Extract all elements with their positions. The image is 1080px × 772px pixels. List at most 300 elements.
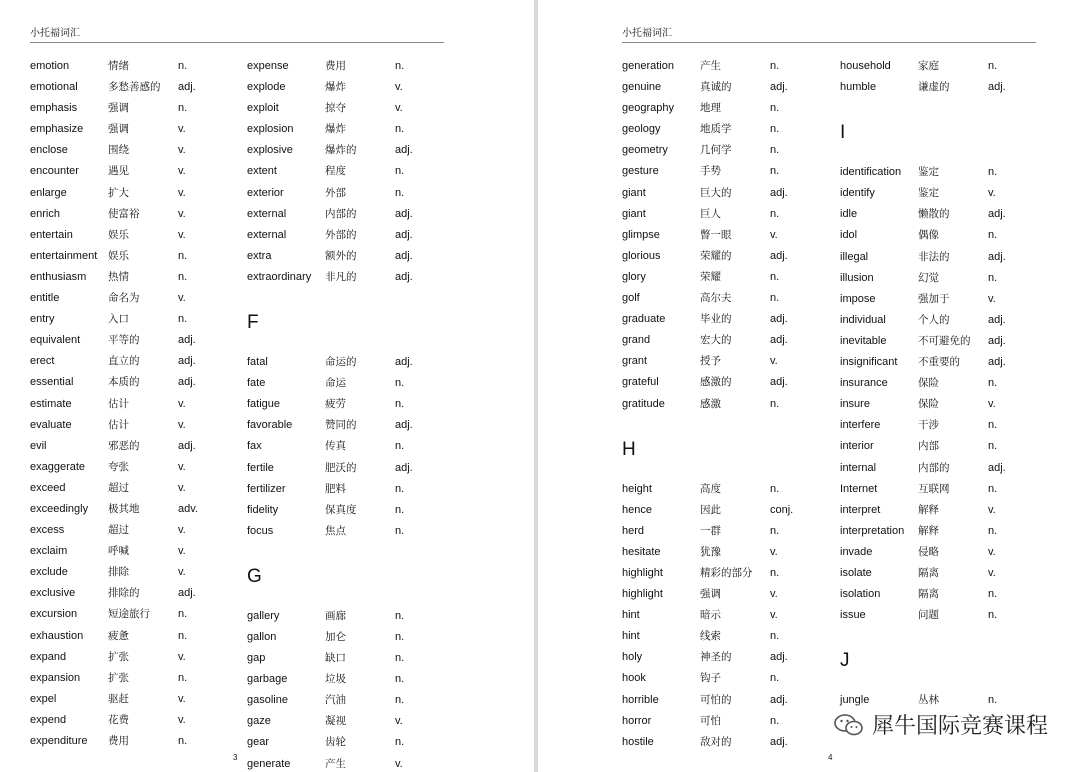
vocab-word: geometry [622,144,668,157]
vocab-word: expense [247,60,289,72]
vocab-meaning: 爆炸 [325,123,346,136]
vocab-word: excursion [30,608,78,621]
vocab-meaning: 侵略 [918,545,939,558]
vocab-pos: v. [178,460,186,473]
vocab-entry [622,605,778,626]
vocab-meaning: 手势 [700,165,721,178]
vocab-meaning: 隔离 [918,566,939,579]
vocab-entry [247,225,413,246]
vocab-pos: v. [178,545,186,558]
vocab-pos: v. [988,187,996,200]
vocab-entry [622,647,788,668]
vocab-pos: n. [988,609,998,622]
vocab-pos: n. [178,60,188,72]
vocab-word: explosion [247,123,294,136]
vocab-meaning: 宏大的 [700,334,732,347]
vocab-entry [840,458,1006,479]
vocab-pos: n. [178,735,188,747]
vocab-meaning: 敌对的 [700,735,732,748]
vocab-word: hesitate [622,545,661,558]
vocab-pos: n. [395,60,405,72]
vocab-word: highlight [622,588,663,601]
vocab-meaning: 夸张 [108,460,129,473]
vocab-meaning: 保险 [918,377,939,390]
vocab-meaning: 估计 [108,397,129,410]
vocab-pos: v. [178,165,186,178]
vocab-meaning: 扩张 [108,650,129,663]
vocab-meaning: 费用 [325,60,346,72]
vocab-word: fatal [247,356,268,369]
vocab-pos: adj. [178,81,196,94]
vocab-word: generation [622,60,674,72]
vocab-meaning: 高度 [700,482,721,495]
vocab-entry [622,56,780,77]
vocab-word: genuine [622,81,662,94]
vocab-word: identification [840,166,902,179]
vocab-pos: n. [988,588,998,601]
vocab-word: issue [840,609,866,622]
vocab-entry [622,330,788,351]
vocab-word: exclaim [30,545,68,558]
vocab-meaning: 平等的 [108,334,140,347]
vocab-meaning: 热情 [108,270,129,283]
vocab-meaning: 命名为 [108,292,140,305]
vocab-pos: adj. [770,376,788,389]
vocab-meaning: 齿轮 [325,736,346,749]
vocab-word: excess [30,524,65,537]
vocab-meaning: 超过 [108,524,129,537]
vocab-meaning: 线索 [700,630,721,643]
vocab-word: hint [622,630,640,643]
vocab-pos: adj. [770,735,788,748]
vocab-word: household [840,60,891,72]
vocab-pos: n. [178,102,188,115]
vocab-pos: v. [178,481,186,494]
vocab-entry [622,479,780,500]
vocab-pos: v. [770,355,778,368]
vocab-pos: v. [178,566,186,579]
vocab-pos: adj. [988,313,1006,326]
vocab-word: golf [622,292,640,305]
vocab-entry [247,98,403,119]
vocab-word: expel [30,692,57,705]
vocab-meaning: 高尔夫 [700,292,732,305]
vocab-word: insurance [840,377,888,390]
vocab-meaning: 强调 [108,102,129,115]
vocab-entry [247,56,405,77]
vocab-pos: v. [770,609,778,622]
vocab-entry [622,98,780,119]
vocab-pos: n. [988,377,998,390]
vocab-meaning: 问题 [918,609,939,622]
vocab-word: jungle [840,694,870,707]
vocab-word: focus [247,524,274,537]
vocab-pos: n. [770,102,780,115]
vocab-word: external [247,207,287,220]
column [840,56,1006,711]
vocab-word: exterior [247,186,284,199]
vocab-word: horrible [622,693,659,706]
vocab-entry [840,605,998,626]
vocab-entry [840,204,1006,225]
vocab-meaning: 不重要的 [918,356,960,369]
vocab-entry [840,500,996,521]
vocab-pos: n. [770,144,780,157]
vocab-pos: n. [395,609,405,622]
vocab-meaning: 焦点 [325,524,346,537]
vocab-entry [622,225,778,246]
page-number: 3 [233,753,238,762]
vocab-word: hook [622,672,646,685]
vocab-word: gallon [247,630,277,643]
vocab-word: gallery [247,609,280,622]
vocab-pos: n. [988,419,998,432]
section-letter: J [840,650,850,672]
vocab-pos: n. [770,292,780,305]
vocab-pos: adj. [395,249,413,262]
vocab-pos: n. [770,524,780,537]
vocab-word: inevitable [840,334,887,347]
vocab-meaning: 产生 [325,757,346,770]
vocab-pos: n. [988,440,998,453]
vocab-meaning: 缺口 [325,652,346,665]
vocab-pos: n. [178,270,188,283]
vocab-meaning: 围绕 [108,144,129,157]
vocab-entry [622,309,788,330]
vocab-meaning: 感激的 [700,376,732,389]
vocab-pos: adj. [178,587,196,600]
vocab-meaning: 可怕 [700,714,721,727]
vocab-pos: n. [770,165,780,178]
vocab-word: herd [622,524,645,537]
vocab-meaning: 情绪 [108,60,129,72]
vocab-entry [247,458,413,479]
vocab-meaning: 因此 [700,503,721,516]
vocab-word: exclusive [30,587,76,600]
page-header: 小托福词汇 [30,24,444,43]
vocab-entry [247,415,413,436]
vocab-meaning: 传真 [325,440,346,453]
vocab-word: encounter [30,165,79,178]
vocab-word: exceed [30,481,66,494]
vocab-meaning: 毕业的 [700,313,732,326]
vocab-meaning: 肥沃的 [325,461,357,474]
vocab-pos: adj. [988,334,1006,347]
vocab-entry [247,500,405,521]
vocab-pos: adj. [395,228,413,241]
vocab-entry [622,246,788,267]
vocab-word: emphasize [30,123,84,136]
vocab-word: emotional [30,81,78,94]
vocab-word: entitle [30,292,60,305]
vocab-meaning: 犹豫 [700,545,721,558]
vocab-pos: adj. [395,207,413,220]
vocab-meaning: 入口 [108,313,129,326]
vocab-entry [247,711,403,732]
vocab-pos: v. [988,566,996,579]
vocab-meaning: 垃圾 [325,673,346,686]
vocab-word: enthusiasm [30,270,87,283]
vocab-meaning: 超过 [108,481,129,494]
vocab-meaning: 真诚的 [700,81,732,94]
vocab-entry [247,183,405,204]
vocab-word: giant [622,207,646,220]
vocab-word: interior [840,440,874,453]
vocab-word: expand [30,650,67,663]
vocab-pos: adj. [988,208,1006,221]
vocab-meaning: 丛林 [918,694,939,707]
vocab-pos: adv. [178,502,198,515]
vocab-word: gesture [622,165,659,178]
vocab-meaning: 汽油 [325,694,346,707]
vocab-meaning: 强加于 [918,292,950,305]
vocab-word: geology [622,123,661,136]
vocab-word: fertile [247,461,274,474]
vocab-entry [247,690,405,711]
vocab-pos: v. [988,398,996,411]
vocab-word: evil [30,439,47,452]
vocab-meaning: 地质学 [700,123,732,136]
vocab-word: gratitude [622,397,665,410]
vocab-word: height [622,482,652,495]
vocab-word: idle [840,208,858,221]
vocab-word: evaluate [30,418,72,431]
vocab-pos: n. [988,694,998,707]
vocab-meaning: 感激 [700,397,721,410]
vocab-pos: adj. [988,250,1006,263]
vocab-meaning: 娱乐 [108,249,129,262]
vocab-entry [247,648,405,669]
vocab-meaning: 画廊 [325,609,346,622]
vocab-pos: n. [395,377,405,390]
vocab-meaning: 不可避免的 [918,334,971,347]
vocab-word: generate [247,757,291,770]
vocab-entry [622,500,794,521]
vocab-word: expansion [30,671,81,684]
vocab-meaning: 解释 [918,524,939,537]
vocab-word: graduate [622,313,666,326]
vocab-meaning: 强调 [108,123,129,136]
vocab-pos: v. [395,81,403,94]
vocab-entry [622,711,780,732]
vocab-entry [622,563,780,584]
vocab-meaning: 巨人 [700,207,721,220]
vocab-meaning: 扩大 [108,186,129,199]
vocab-word: gaze [247,715,271,728]
vocab-meaning: 非法的 [918,250,950,263]
vocab-pos: n. [178,629,188,642]
vocab-meaning: 鉴定 [918,166,939,179]
vocab-meaning: 疲惫 [108,629,129,642]
vocab-entry [622,690,788,711]
vocab-word: glory [622,270,646,283]
vocab-meaning: 疲劳 [325,398,346,411]
vocab-meaning: 费用 [108,735,129,747]
vocab-pos: adj. [770,334,788,347]
vocab-pos: v. [178,228,186,241]
vocab-pos: n. [395,673,405,686]
vocab-entry [247,754,403,772]
vocab-pos: n. [988,524,998,537]
vocab-word: identify [840,187,875,200]
vocab-pos: v. [770,228,778,241]
vocab-pos: adj. [395,461,413,474]
vocab-word: hostile [622,735,654,748]
vocab-meaning: 程度 [325,165,346,178]
vocab-meaning: 多愁善感的 [108,81,161,94]
vocab-pos: adj. [395,356,413,369]
wechat-icon [834,713,864,737]
vocab-entry [622,183,788,204]
vocab-meaning: 强调 [700,588,721,601]
vocab-pos: adj. [395,270,413,283]
vocab-meaning: 本质的 [108,376,140,389]
vocab-meaning: 凝视 [325,715,346,728]
vocab-pos: adj. [178,334,196,347]
section-letter: H [622,438,636,460]
vocab-meaning: 命运 [325,377,346,390]
vocab-word: exploit [247,102,279,115]
vocab-word: hence [622,503,652,516]
vocab-pos: n. [770,566,780,579]
vocab-word: insure [840,398,870,411]
vocab-pos: adj. [770,313,788,326]
vocab-pos: n. [988,166,998,179]
vocab-meaning: 个人的 [918,313,950,326]
vocab-meaning: 暗示 [700,609,721,622]
vocab-meaning: 非凡的 [325,270,357,283]
page-number: 4 [828,753,833,762]
vocab-entry [247,119,405,140]
vocab-entry [622,542,778,563]
column [622,56,794,753]
vocab-entry [840,247,1006,268]
vocab-pos: n. [395,165,405,178]
vocab-pos: n. [395,736,405,749]
vocab-word: fax [247,440,262,453]
column [247,56,413,772]
vocab-word: geography [622,102,674,115]
vocab-meaning: 内部 [918,440,939,453]
vocab-entry [622,119,780,140]
vocab-pos: v. [178,397,186,410]
vocab-meaning: 爆炸的 [325,144,357,157]
vocab-word: gear [247,736,270,749]
vocab-pos: n. [395,398,405,411]
vocab-word: illegal [840,250,869,263]
vocab-word: essential [30,376,74,389]
vocab-pos: n. [770,397,780,410]
vocab-entry [840,225,998,246]
vocab-pos: v. [178,123,186,136]
vocab-word: exhaustion [30,629,84,642]
vocab-entry [840,162,998,183]
vocab-word: expenditure [30,735,88,747]
vocab-word: Internet [840,482,878,495]
vocab-word: internal [840,461,877,474]
vocab-pos: v. [770,588,778,601]
vocab-entry [840,289,996,310]
vocab-meaning: 掠夺 [325,102,346,115]
vocab-meaning: 内部的 [325,207,357,220]
vocab-meaning: 短途旅行 [108,608,150,621]
vocab-entry [622,140,780,161]
vocab-meaning: 解释 [918,503,939,516]
vocab-word: impose [840,292,876,305]
vocab-entry [840,479,998,500]
vocab-entry [622,204,780,225]
vocab-word: gasoline [247,694,288,707]
vocab-word: extent [247,165,277,178]
vocab-word: estimate [30,397,72,410]
vocab-word: grand [622,334,651,347]
vocab-word: favorable [247,419,293,432]
vocab-pos: v. [178,713,186,726]
vocab-meaning: 可怕的 [700,693,732,706]
vocab-word: glorious [622,249,661,262]
vocab-pos: n. [770,60,780,72]
page-right [538,0,1080,772]
vocab-entry [622,161,780,182]
vocab-pos: n. [178,249,188,262]
vocab-pos: n. [770,270,780,283]
vocab-word: enlarge [30,186,67,199]
vocab-meaning: 额外的 [325,249,357,262]
vocab-entry [247,394,405,415]
vocab-meaning: 神圣的 [700,651,732,664]
vocab-word: gap [247,652,266,665]
vocab-word: equivalent [30,334,81,347]
vocab-entry [622,521,780,542]
vocab-entry [840,331,1006,352]
vocab-pos: adj. [770,693,788,706]
vocab-entry [247,161,405,182]
vocab-meaning: 幻觉 [918,271,939,284]
vocab-entry [247,77,403,98]
vocab-meaning: 内部的 [918,461,950,474]
vocab-pos: n. [395,524,405,537]
vocab-meaning: 保险 [918,398,939,411]
vocab-entry [840,415,998,436]
vocab-word: fate [247,377,266,390]
vocab-word: emphasis [30,102,78,115]
vocab-pos: adj. [770,186,788,199]
vocab-meaning: 加仑 [325,630,346,643]
vocab-word: extraordinary [247,270,312,283]
vocab-word: erect [30,355,55,368]
vocab-pos: v. [988,545,996,558]
vocab-word: holy [622,651,643,664]
vocab-meaning: 保真度 [325,503,357,516]
vocab-word: exaggerate [30,460,86,473]
vocab-pos: v. [178,418,186,431]
watermark [834,709,1048,740]
vocab-meaning: 遇见 [108,165,129,178]
vocab-word: enrich [30,207,60,220]
vocab-meaning: 荣耀的 [700,249,732,262]
vocab-word: hint [622,609,640,622]
vocab-pos: v. [178,292,186,305]
vocab-meaning: 几何学 [700,144,732,157]
vocab-meaning: 外部的 [325,228,357,241]
vocab-pos: adj. [770,651,788,664]
vocab-entry [840,584,998,605]
vocab-word: extra [247,249,272,262]
vocab-pos: n. [395,186,405,199]
vocab-word: isolate [840,566,872,579]
vocab-entry [247,246,413,267]
vocab-meaning: 直立的 [108,355,140,368]
